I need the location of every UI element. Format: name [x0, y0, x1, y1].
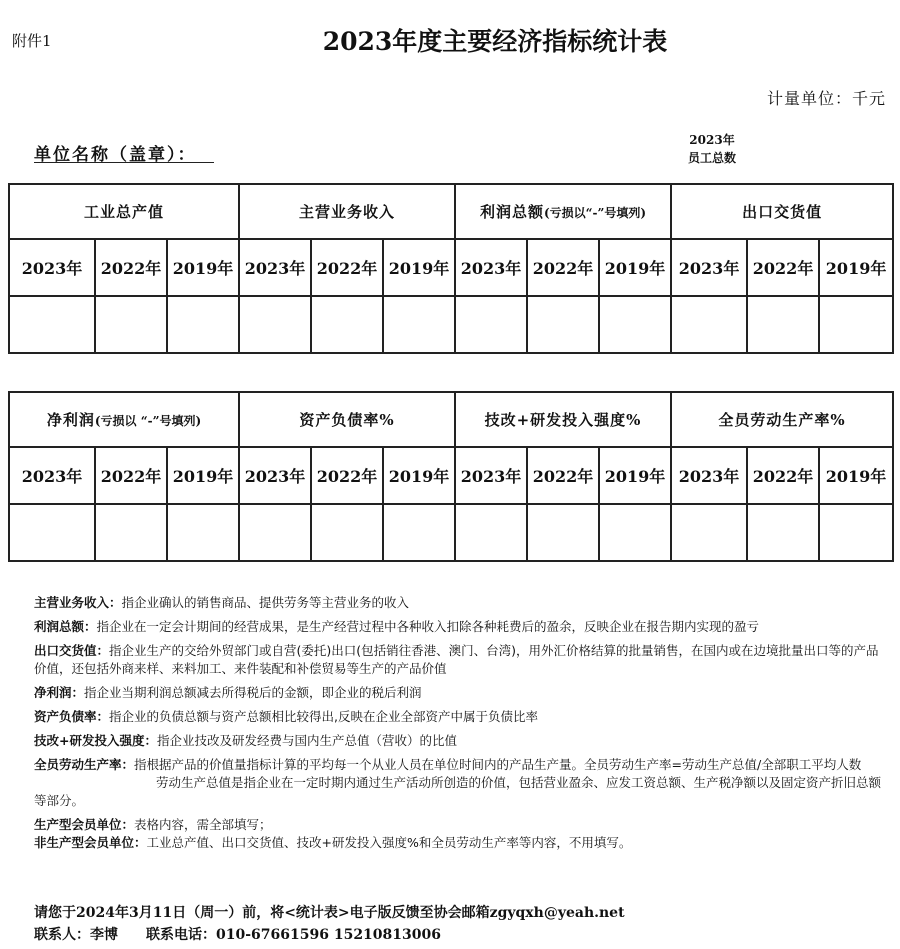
staff-year: 2023年 — [689, 133, 735, 147]
contact-line — [34, 924, 441, 944]
note-term: 利润总额： — [34, 619, 97, 634]
year-header: 2022年 — [527, 239, 599, 296]
input-cell[interactable] — [599, 504, 671, 561]
year-header: 2023年 — [239, 447, 311, 504]
note-text: 工业总产值、出口交货值、技改+研发投入强度%和全员劳动生产率等内容，不用填写。 — [146, 835, 632, 850]
year-header: 2022年 — [95, 239, 167, 296]
note-text: 指企业技改及研发经费与国内生产总值（营收）的比值 — [156, 733, 457, 748]
note-term: 技改+研发投入强度： — [34, 733, 157, 748]
header-rd-intensity: 技改+研发投入强度% — [455, 392, 671, 447]
input-cell[interactable] — [95, 296, 167, 353]
header-export-value: 出口交货值 — [671, 184, 893, 239]
year-header: 2022年 — [527, 447, 599, 504]
year-header: 2022年 — [747, 447, 819, 504]
header-net-profit — [9, 392, 239, 447]
year-header: 2022年 — [311, 239, 383, 296]
note-item — [34, 732, 884, 750]
year-header: 2022年 — [95, 447, 167, 504]
input-cell[interactable] — [9, 296, 95, 353]
input-cell[interactable] — [383, 504, 455, 561]
total-profit-note: (亏损以“-”号填列) — [543, 206, 647, 220]
org-name-label: 单位名称（盖章）： — [34, 145, 197, 165]
input-cell[interactable] — [671, 296, 747, 353]
note-item — [34, 594, 884, 612]
input-cell[interactable] — [747, 296, 819, 353]
net-profit-note: (亏损以 “-”号填列) — [94, 414, 202, 428]
input-cell[interactable] — [167, 296, 239, 353]
header-labor-productivity: 全员劳动生产率% — [671, 392, 893, 447]
input-cell[interactable] — [747, 504, 819, 561]
year-header: 2019年 — [599, 239, 671, 296]
note-term: 非生产型会员单位： — [34, 835, 147, 850]
header-total-profit — [455, 184, 671, 239]
year-header: 2023年 — [9, 447, 95, 504]
note-item — [34, 708, 884, 726]
note-item — [34, 774, 884, 810]
year-header: 2023年 — [671, 447, 747, 504]
note-text: 指企业的负债总额与资产总额相比较得出,反映在企业全部资产中属于负债比率 — [109, 709, 538, 724]
attachment-label: 附件1 — [12, 32, 52, 50]
note-term: 净利润： — [34, 685, 85, 700]
input-cell[interactable] — [455, 504, 527, 561]
note-term: 资产负债率： — [34, 709, 110, 724]
input-cell[interactable] — [527, 504, 599, 561]
year-header: 2019年 — [167, 447, 239, 504]
input-cell[interactable] — [383, 296, 455, 353]
staff-label: 员工总数 — [687, 151, 736, 165]
staff-count-label — [662, 131, 762, 167]
note-term: 生产型会员单位： — [34, 817, 135, 832]
indicator-table-1 — [8, 183, 894, 354]
year-header: 2019年 — [167, 239, 239, 296]
year-header: 2019年 — [383, 447, 455, 504]
note-text: 劳动生产总值是指企业在一定时期内通过生产活动所创造的价值，包括营业盈余、应发工资总额、生产税净额以及固定资产折旧总额等部分。 — [34, 775, 882, 808]
note-item — [34, 642, 884, 678]
note-term: 主营业务收入： — [34, 595, 122, 610]
year-header: 2019年 — [819, 239, 893, 296]
header-industrial-output: 工业总产值 — [9, 184, 239, 239]
year-header: 2023年 — [9, 239, 95, 296]
page-title: 2023年度主要经济指标统计表 — [322, 27, 668, 56]
year-header: 2022年 — [747, 239, 819, 296]
input-cell[interactable] — [455, 296, 527, 353]
note-item — [34, 756, 884, 774]
year-header: 2019年 — [599, 447, 671, 504]
note-text: 表格内容，需全部填写； — [134, 817, 272, 832]
input-cell[interactable] — [311, 504, 383, 561]
header-main-revenue: 主营业务收入 — [239, 184, 455, 239]
input-cell[interactable] — [671, 504, 747, 561]
unit-label: 计量单位：千元 — [766, 89, 886, 108]
definitions-notes — [34, 594, 884, 858]
input-cell[interactable] — [239, 296, 311, 353]
input-cell[interactable] — [95, 504, 167, 561]
input-cell[interactable] — [527, 296, 599, 353]
input-cell[interactable] — [819, 296, 893, 353]
note-text: 指企业生产的交给外贸部门或自营(委托)出口(包括销往香港、澳门、台湾)，用外汇价格结算的批量销售，在国内或在边境批量出口等的产品价值，还包括外商来样、来料加工、来件装配和补偿贸易等生产的产品价值 — [34, 643, 879, 676]
input-cell[interactable] — [819, 504, 893, 561]
note-item — [34, 684, 884, 702]
contact-person: 联系人：李博 — [34, 927, 118, 943]
note-text: 指企业当期利润总额减去所得税后的金额，即企业的税后利润 — [84, 685, 422, 700]
org-name-fill-line[interactable] — [34, 162, 214, 163]
input-cell[interactable] — [599, 296, 671, 353]
note-item — [34, 816, 884, 834]
note-text: 指企业确认的销售商品、提供劳务等主营业务的收入 — [121, 595, 410, 610]
year-header: 2023年 — [671, 239, 747, 296]
note-term: 出口交货值： — [34, 643, 110, 658]
year-header: 2023年 — [239, 239, 311, 296]
input-cell[interactable] — [311, 296, 383, 353]
input-cell[interactable] — [239, 504, 311, 561]
indicator-table-2 — [8, 391, 894, 562]
year-header: 2022年 — [311, 447, 383, 504]
deadline-text: 请您于2024年3月11日（周一）前，将<统计表>电子版反馈至协会邮箱zgyqxh@yeah.net — [34, 905, 625, 921]
note-text: 指企业在一定会计期间的经营成果，是生产经营过程中各种收入扣除各种耗费后的盈余，反映企业在报告期内实现的盈亏 — [96, 619, 760, 634]
net-profit-label: 净利润 — [46, 411, 95, 429]
note-item — [34, 834, 884, 852]
note-term: 全员劳动生产率： — [34, 757, 135, 772]
year-header: 2023年 — [455, 447, 527, 504]
contact-phone: 联系电话：010-67661596 15210813006 — [146, 927, 441, 943]
note-text: 指根据产品的价值量指标计算的平均每一个从业人员在单位时间内的产品生产量。全员劳动生产率=劳动生产总值/全部职工平均人数 — [134, 757, 862, 772]
input-cell[interactable] — [167, 504, 239, 561]
year-header: 2019年 — [819, 447, 893, 504]
note-item — [34, 618, 884, 636]
year-header: 2023年 — [455, 239, 527, 296]
input-cell[interactable] — [9, 504, 95, 561]
total-profit-label: 利润总额 — [479, 203, 544, 221]
year-header: 2019年 — [383, 239, 455, 296]
header-debt-ratio: 资产负债率% — [239, 392, 455, 447]
